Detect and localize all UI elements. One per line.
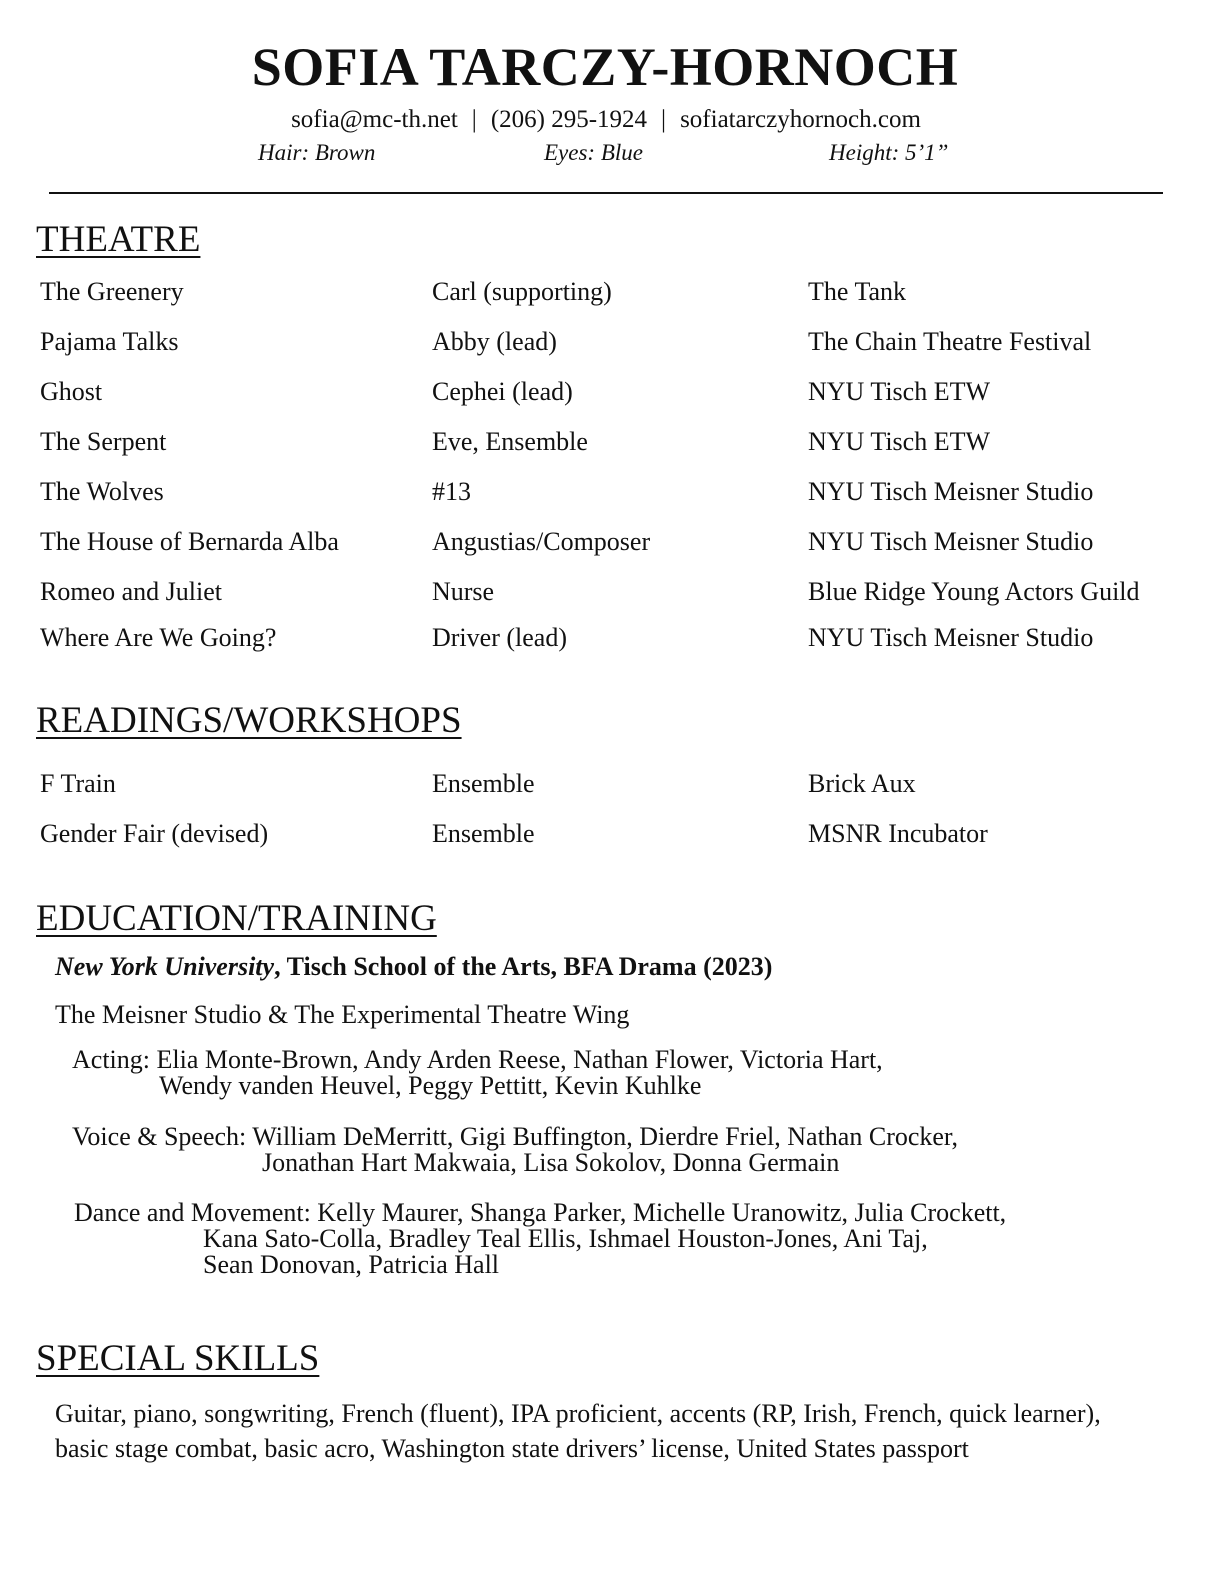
- training-line: Voice & Speech: William DeMerritt, Gigi Buffington, Dierdre Friel, Nathan Crocker,: [72, 1122, 959, 1151]
- section-heading-skills: SPECIAL SKILLS: [36, 1338, 320, 1379]
- role: Driver (lead): [432, 623, 567, 652]
- education-studios: The Meisner Studio & The Experimental Theatre Wing: [55, 1000, 630, 1029]
- production-title: The Wolves: [40, 477, 164, 506]
- education-school: [55, 952, 772, 982]
- credit-row: [0, 769, 1224, 819]
- venue: The Chain Theatre Festival: [808, 327, 1092, 356]
- contact-separator: |: [661, 106, 667, 133]
- resume-name: SOFIA TARCZY-HORNOCH: [251, 37, 959, 97]
- venue: Brick Aux: [808, 769, 916, 798]
- training-line: Dance and Movement: Kelly Maurer, Shanga Parker, Michelle Uranowitz, Julia Crockett,: [74, 1198, 1007, 1227]
- role: Abby (lead): [432, 327, 557, 356]
- skills-text: [55, 1396, 1185, 1466]
- degree-text: , Tisch School of the Arts, BFA Drama (2023): [274, 952, 773, 981]
- credit-row: [0, 427, 1224, 477]
- credit-row: [0, 819, 1224, 869]
- eyes-attribute: Eyes: Blue: [544, 140, 643, 165]
- training-voice: [72, 1124, 958, 1176]
- credit-row: [0, 327, 1224, 377]
- training-line: Sean Donovan, Patricia Hall: [203, 1250, 500, 1279]
- venue: NYU Tisch ETW: [808, 427, 991, 456]
- production-title: Gender Fair (devised): [40, 819, 269, 848]
- phone-text: (206) 295-1924: [490, 106, 648, 133]
- readings-credits-list: [0, 769, 1224, 869]
- theatre-credits-list: [0, 277, 1224, 673]
- credit-row: [0, 477, 1224, 527]
- production-title: Ghost: [40, 377, 103, 406]
- skills-line: basic stage combat, basic acro, Washington state drivers’ license, United States passport: [55, 1434, 969, 1463]
- role: Carl (supporting): [432, 277, 612, 306]
- email-text: sofia@mc-th.net: [291, 106, 458, 133]
- role: #13: [432, 477, 471, 506]
- section-heading-education: EDUCATION/TRAINING: [36, 898, 437, 939]
- venue: MSNR Incubator: [808, 819, 988, 848]
- role: Ensemble: [432, 819, 535, 848]
- skills-line: Guitar, piano, songwriting, French (fluent), IPA proficient, accents (RP, Irish, French, quick learner),: [55, 1399, 1101, 1428]
- credit-row: [0, 527, 1224, 577]
- production-title: The Greenery: [40, 277, 184, 306]
- university-name: New York University: [55, 952, 275, 981]
- header-divider: [49, 192, 1163, 194]
- training-dance: [74, 1200, 1006, 1278]
- height-attribute: Height: 5’1”: [829, 140, 949, 165]
- training-line: Jonathan Hart Makwaia, Lisa Sokolov, Donna Germain: [262, 1148, 840, 1177]
- venue: NYU Tisch Meisner Studio: [808, 527, 1094, 556]
- training-line: Wendy vanden Heuvel, Peggy Pettitt, Kevin Kuhlke: [159, 1071, 702, 1100]
- credit-row: [0, 623, 1224, 673]
- role: Nurse: [432, 577, 495, 606]
- training-line: Acting: Elia Monte-Brown, Andy Arden Reese, Nathan Flower, Victoria Hart,: [72, 1045, 883, 1074]
- contact-separator: |: [471, 106, 477, 133]
- training-acting: [72, 1047, 883, 1099]
- section-heading-readings: READINGS/WORKSHOPS: [36, 700, 462, 741]
- venue: NYU Tisch Meisner Studio: [808, 623, 1094, 652]
- production-title: Where Are We Going?: [40, 623, 277, 652]
- production-title: Pajama Talks: [40, 327, 179, 356]
- venue: NYU Tisch Meisner Studio: [808, 477, 1094, 506]
- production-title: The Serpent: [40, 427, 167, 456]
- venue: Blue Ridge Young Actors Guild: [808, 577, 1140, 606]
- role: Ensemble: [432, 769, 535, 798]
- credit-row: [0, 577, 1224, 623]
- role: Angustias/Composer: [432, 527, 651, 556]
- credit-row: [0, 277, 1224, 327]
- contact-line: [0, 106, 1212, 134]
- website-text: sofiatarczyhornoch.com: [680, 106, 921, 133]
- training-line: Kana Sato-Colla, Bradley Teal Ellis, Ishmael Houston-Jones, Ani Taj,: [203, 1224, 928, 1253]
- section-heading-theatre: THEATRE: [36, 219, 201, 260]
- venue: NYU Tisch ETW: [808, 377, 991, 406]
- credit-row: [0, 377, 1224, 427]
- venue: The Tank: [808, 277, 907, 306]
- role: Eve, Ensemble: [432, 427, 588, 456]
- production-title: The House of Bernarda Alba: [40, 527, 339, 556]
- production-title: Romeo and Juliet: [40, 577, 222, 606]
- production-title: F Train: [40, 769, 116, 798]
- hair-attribute: Hair: Brown: [258, 140, 376, 165]
- role: Cephei (lead): [432, 377, 573, 406]
